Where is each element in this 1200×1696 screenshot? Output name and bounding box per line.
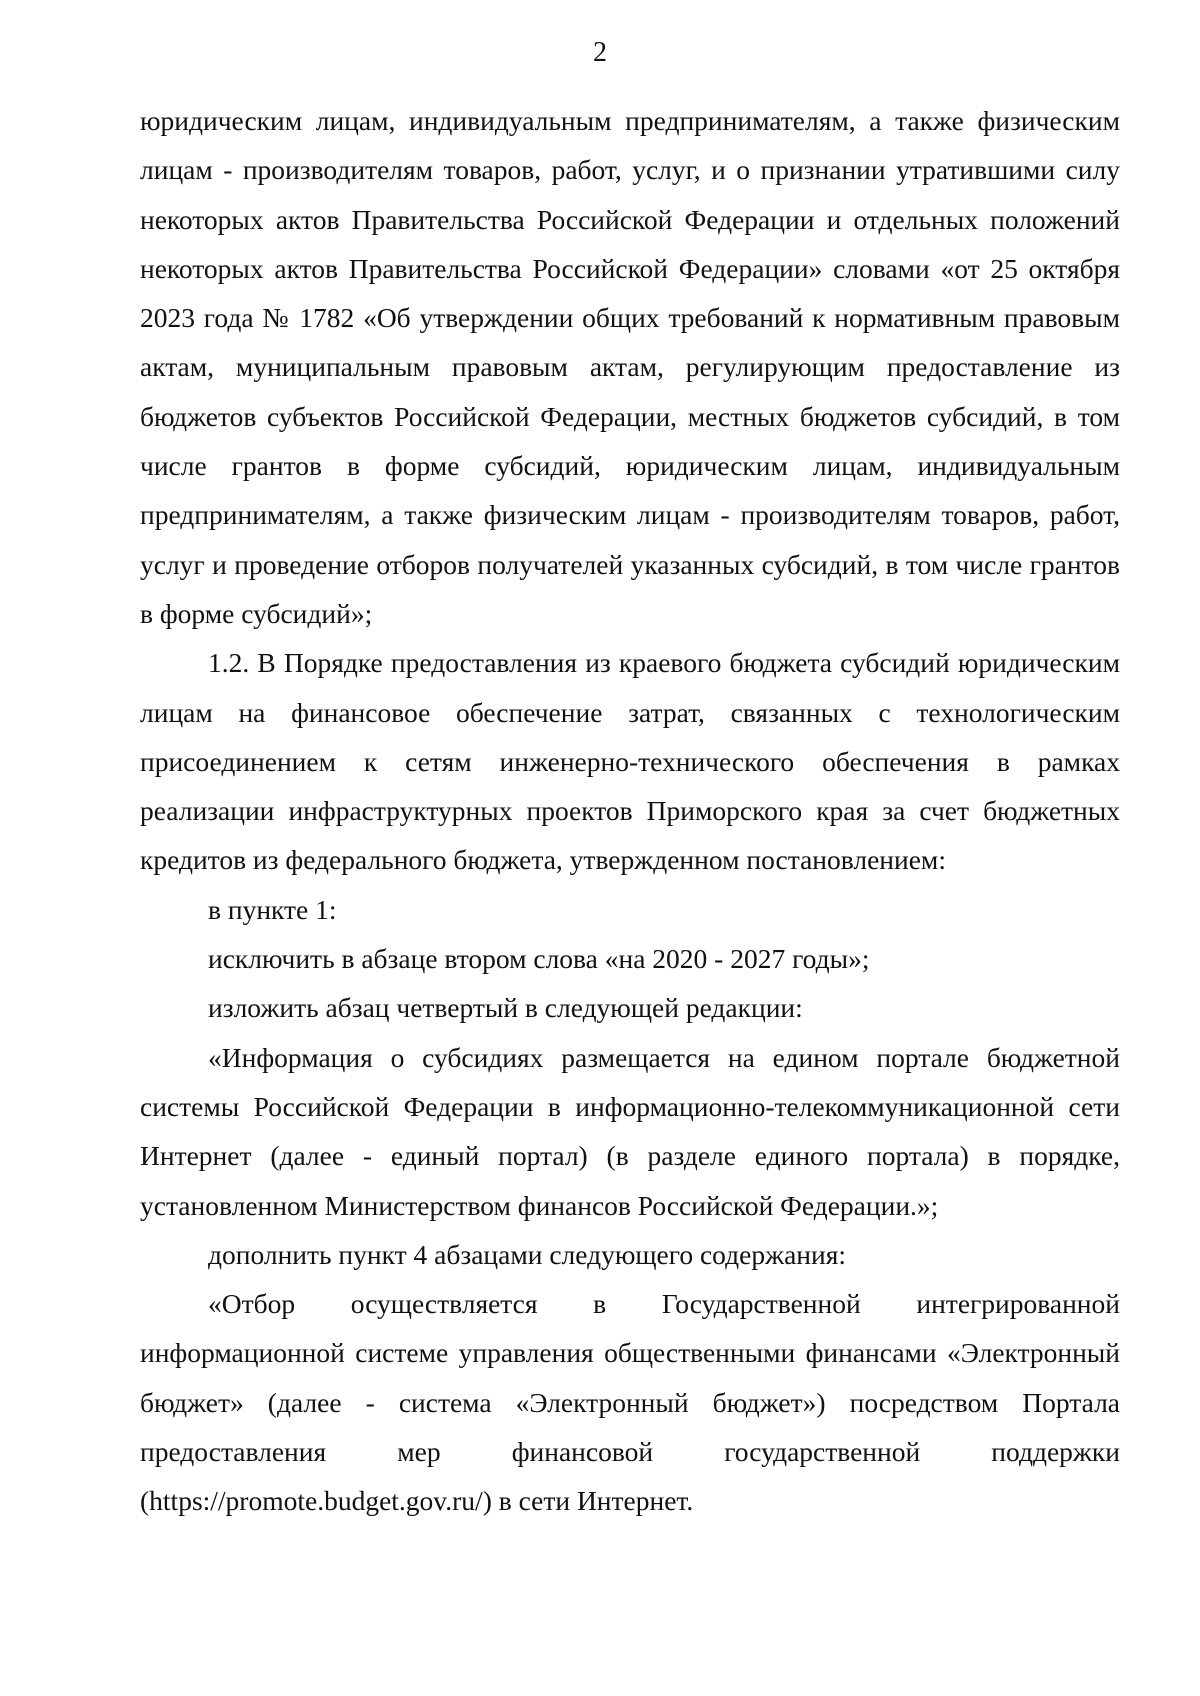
paragraph-point-1: в пункте 1: — [208, 893, 337, 925]
document-body — [140, 96, 1120, 1526]
paragraph-supplement-point-4: дополнить пункт 4 абзацами следующего содержания: — [208, 1238, 847, 1270]
paragraph-restate-fourth: изложить абзац четвертый в следующей редакции: — [208, 992, 803, 1024]
paragraph-exclude-words: исключить в абзаце втором слова «на 2020 - 2027 годы»; — [208, 943, 870, 975]
paragraph-item-1-2: 1.2. В Порядке предоставления из краевого бюджета субсидий юридическим лицам на финансовое обеспечение затрат, связанных с технологическим присоединением к сетям инженерно-технического обеспечения в рамках реализации инфраструктурных проектов Приморского края за счет бюджетных кредитов из федерального бюджета, утвержденном постановлением: — [140, 647, 1120, 876]
paragraph-subsidy-info: «Информация о субсидиях размещается на едином портале бюджетной системы Российской Федерации в информационно-телекоммуникационной сети Интернет (далее - единый портал) (в разделе единого портала) в порядке, установленном Министерством финансов Российской Федерации.»; — [140, 1041, 1120, 1221]
paragraph-continuation: юридическим лицам, индивидуальным предпринимателям, а также физическим лицам - производителям товаров, работ, услуг, и о признании утратившими силу некоторых актов Правительства Российской Федерации и отдельных положений некоторых актов Правительства Российской Федерации» словами «от 25 октября 2023 года № 1782 «Об утверждении общих требований к нормативным правовым актам, муниципальным правовым актам, регулирующим предоставление из бюджетов субъектов Российской Федерации, местных бюджетов субсидий, в том числе грантов в форме субсидий, юридическим лицам, индивидуальным предпринимателям, а также физическим лицам - производителям товаров, работ, услуг и проведение отборов получателей указанных субсидий, в том числе грантов в форме субсидий»; — [140, 105, 1120, 629]
paragraph-selection: «Отбор осуществляется в Государственной интегрированной информационной системе управления общественными финансами «Электронный бюджет» (далее - система «Электронный бюджет») посредством Портала предоставления мер финансовой государственной поддержки (https://promote.budget.gov.ru/) в сети Интернет. — [140, 1288, 1120, 1517]
page-number: 2 — [593, 37, 607, 68]
